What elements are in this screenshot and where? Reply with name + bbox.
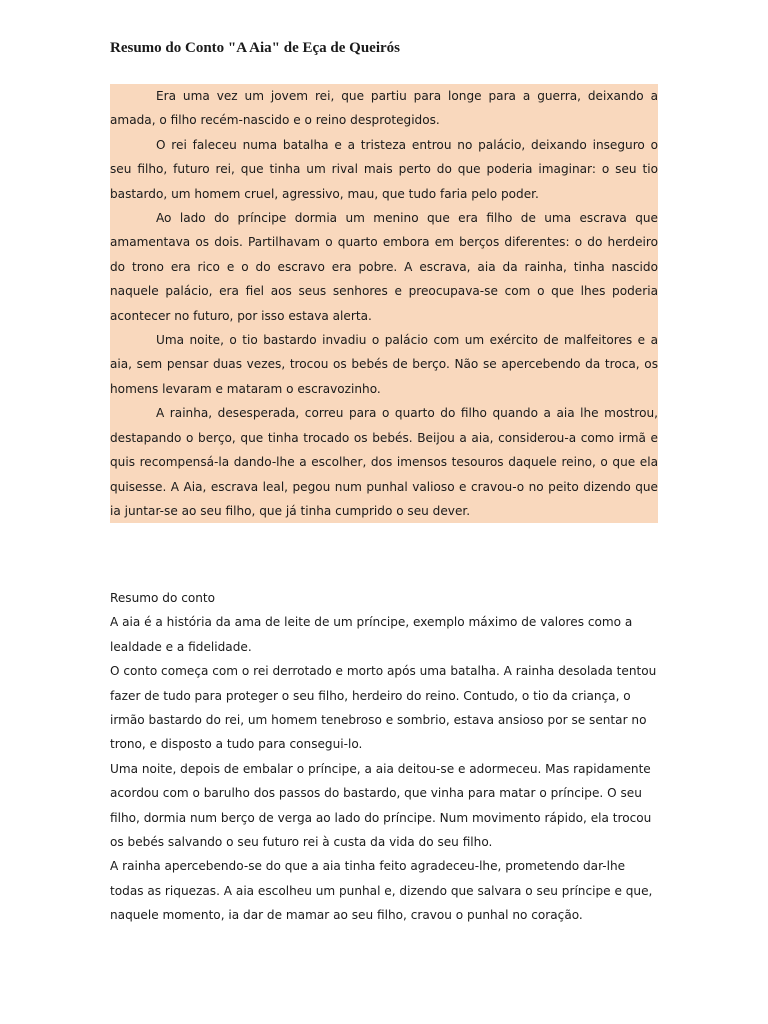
section-paragraph: A rainha apercebendo-se do que a aia tinha feito agradeceu-lhe, prometendo dar-lhe todas as riquezas. A aia escolheu um punhal e, dizendo que salvara o seu príncipe e que, naquele momento, ia dar de mamar ao seu filho, cravou o punhal no coração.	[110, 859, 653, 923]
section-heading: Resumo do conto	[110, 591, 216, 605]
section-paragraph: Uma noite, depois de embalar o príncipe, a aia deitou-se e adormeceu. Mas rapidamente acordou com o barulho dos passos do bastardo, que vinha para matar o príncipe. O seu filho, dormia num berço de verga ao lado do príncipe. Num movimento rápido, ela trocou os bebés salvando o seu futuro rei à custa da vida do seu filho.	[110, 761, 652, 850]
summary-paragraph: A rainha, desesperada, correu para o quarto do filho quando a aia lhe mostrou, destapando o berço, que tinha trocado os bebés. Beijou a aia, considerou-a como irmã e quis recompensá-la dando-lhe a escolher, dos imensos tesouros daquele reino, o que ela quisesse. A Aia, escrava leal, pegou num punhal valioso e cravou-o no peito dizendo que ia juntar-se ao seu filho, que já tinha cumprido o seu dever.	[110, 406, 658, 518]
summary-paragraph: Era uma vez um jovem rei, que partiu para longe para a guerra, deixando a amada, o filho recém-nascido e o reino desprotegidos.	[110, 89, 658, 128]
section-paragraph: A aia é a história da ama de leite de um príncipe, exemplo máximo de valores como a lealdade e a fidelidade.	[110, 615, 633, 654]
summary-paragraph: Ao lado do príncipe dormia um menino que era filho de uma escrava que amamentava os dois. Partilhavam o quarto embora em berços diferentes: o do herdeiro do trono era rico e o do escravo era pobre. A escrava, aia da rainha, tinha nascido naquele palácio, era fiel aos seus senhores e preocupava-se com o que lhes poderia acontecer no futuro, por isso estava alerta.	[110, 211, 658, 323]
summary-paragraph: O rei faleceu numa batalha e a tristeza entrou no palácio, deixando inseguro o seu filho, futuro rei, que tinha um rival mais perto do que poderia imaginar: o seu tio bastardo, um homem cruel, agressivo, mau, que tudo faria pelo poder.	[110, 137, 658, 201]
section-paragraph: O conto começa com o rei derrotado e morto após uma batalha. A rainha desolada tentou fazer de tudo para proteger o seu filho, herdeiro do reino. Contudo, o tio da criança, o irmão bastardo do rei, um homem tenebroso e sombrio, estava ansioso por se sentar no trono, e disposto a tudo para consegui-lo.	[110, 664, 657, 752]
summary-paragraph: Uma noite, o tio bastardo invadiu o palácio com um exército de malfeitores e a aia, sem pensar duas vezes, trocou os bebés de berço. Não se apercebendo da troca, os homens levaram e mataram o escravozinho.	[110, 333, 658, 396]
highlighted-summary-box	[110, 84, 658, 523]
document-title: Resumo do Conto "A Aia" de Eça de Queirós	[110, 40, 401, 56]
story-summary-section	[110, 586, 658, 928]
